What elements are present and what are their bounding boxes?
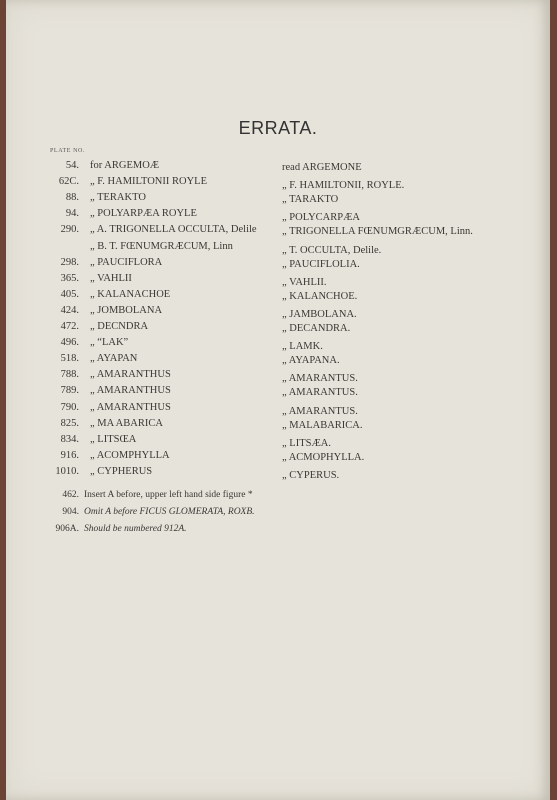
plate-number: 88. [65,192,79,204]
errata-row [6,434,550,450]
erroneous-text: „ DECNDRA [90,321,149,332]
note-text: Omit A before FICUS GLOMERATA, ROXB. [84,507,255,517]
errata-row [6,353,550,369]
corrected-text: „ ACMOPHYLLA. [282,451,365,463]
errata-row [6,224,550,240]
plate-number: 54. [65,160,79,171]
erroneous-text: „ MA ABARICA [90,417,163,429]
corrected-text: „ VAHLII. [282,276,327,288]
erroneous-text: „ AMARANTHUS [90,369,171,381]
page-title: ERRATA. [238,118,318,138]
errata-row [6,208,550,224]
errata-row [6,289,550,305]
plate-number: 790. [60,401,79,413]
plate-number: 789. [60,385,79,397]
erroneous-text: „ A. TRIGONELLA OCCULTA, Delile [90,224,257,236]
erroneous-text: „ CYPHERUS [90,465,153,477]
erroneous-text: „ AYAPAN [90,353,138,365]
errata-row [6,337,550,353]
errata-page [6,0,550,800]
errata-row [6,176,550,192]
plate-number: 904. [62,507,79,517]
corrected-text: „ MALABARICA. [282,419,363,431]
corrected-text: „ TRIGONELLA FŒNUMGRÆCUM, Linn. [282,226,473,238]
errata-row [6,257,550,273]
errata-row [6,385,550,401]
corrected-text: „ PAUCIFLOLIA. [282,258,360,270]
plate-number-header: PLATE NO. [50,148,86,154]
corrected-text: read ARGEMONE [282,162,362,173]
erroneous-text: „ ACOMPHYLLA [90,449,170,461]
erroneous-text: „ TERAKTO [90,192,146,204]
corrected-text: „ F. HAMILTONII, ROYLE. [282,180,405,192]
errata-row [6,466,550,482]
plate-number: 825. [60,417,79,429]
corrected-text: „ LITSÆA. [282,437,331,449]
erroneous-text: „ VAHLII [90,272,132,284]
plate-number: 62C. [58,176,79,188]
erroneous-text: „ JOMBOLANA [90,304,163,316]
corrected-text: „ AMARANTUS. [282,387,358,399]
corrected-text: „ KALANCHOE. [282,290,358,302]
note-text: Insert A before, upper left hand side figure * [84,490,253,500]
errata-row [6,273,550,289]
plate-number: 834. [60,433,79,445]
plate-number: 518. [60,353,79,365]
erroneous-text: „ AMARANTHUS [90,401,171,413]
errata-row [6,305,550,321]
plate-number: 906A. [55,524,79,534]
errata-row [6,321,550,337]
plate-number: 472. [60,321,79,332]
erroneous-text: „ KALANACHOE [90,288,171,300]
erroneous-text: „ B. T. FŒNUMGRÆCUM, Linn [90,240,233,252]
erroneous-text: „ PAUCIFLORA [90,256,163,268]
plate-number: 462. [62,490,79,500]
corrected-text: „ LAMK. [282,341,323,353]
corrected-text: „ TARAKTO [282,194,339,206]
errata-row [6,160,550,176]
erroneous-text: „ AMARANTHUS [90,385,171,397]
erroneous-text: „ LITSŒA [90,433,137,445]
corrected-text: „ AMARANTUS. [282,405,358,417]
corrected-text: „ POLYCARPÆA [282,212,361,224]
corrected-text: „ DECANDRA. [282,323,351,334]
plate-number: 916. [60,449,79,461]
errata-row [6,418,550,434]
errata-row [6,450,550,466]
corrected-text: „ AMARANTUS. [282,373,358,385]
plate-number: 788. [60,369,79,381]
note-text: Should be numbered 912A. [84,524,187,534]
erroneous-text: „ POLYARPÆA ROYLE [90,208,197,220]
plate-number: 365. [60,272,79,284]
corrected-text: „ AYAPANA. [282,355,340,367]
errata-row [6,241,550,257]
corrected-text: „ CYPERUS. [282,469,340,481]
erroneous-text: „ F. HAMILTONII ROYLE [90,176,207,188]
plate-number: 405. [60,288,79,300]
plate-number: 1010. [55,465,79,477]
corrected-text: „ JAMBOLANA. [282,308,357,320]
corrected-text: „ T. OCCULTA, Delile. [282,244,382,256]
erroneous-text: for ARGEMOÆ [90,160,160,171]
errata-row [6,192,550,208]
plate-number: 424. [60,304,79,316]
plate-number: 298. [60,256,79,268]
plate-number: 94. [65,208,79,220]
erroneous-text: „ “LAK” [90,337,129,349]
plate-number: 496. [60,337,79,349]
plate-number: 290. [60,224,79,236]
errata-row [6,402,550,418]
errata-row [6,369,550,385]
